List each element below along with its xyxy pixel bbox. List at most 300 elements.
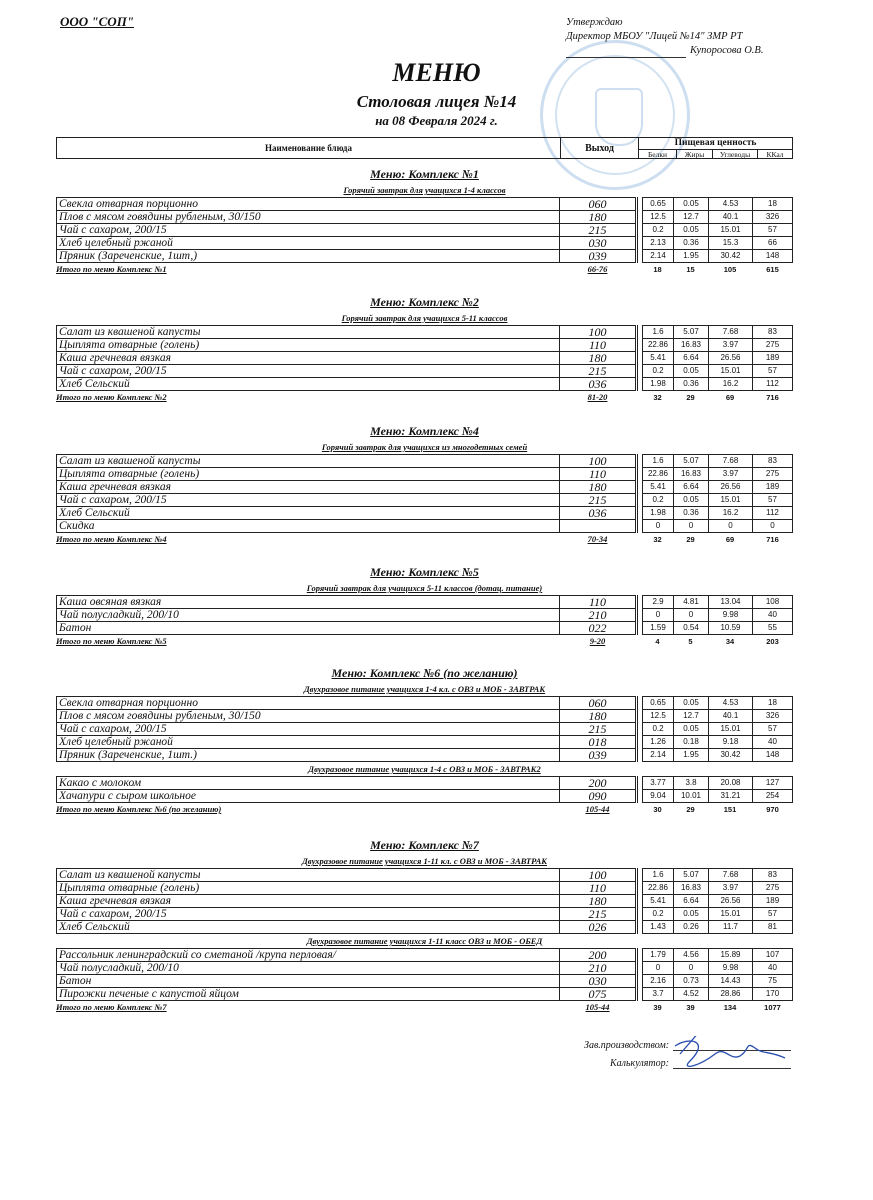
dish-carbs: 3.97 <box>709 882 753 895</box>
table-row <box>57 869 793 882</box>
total-price: 70-34 <box>587 534 608 544</box>
dish-name: Чай с сахаром, 200/15 <box>57 723 560 736</box>
dish-kcal: 189 <box>753 481 793 494</box>
total-carbs: 105 <box>723 265 737 274</box>
dish-fats: 16.83 <box>674 468 709 481</box>
dish-fats: 0.36 <box>674 378 709 391</box>
total-kcal: 716 <box>766 393 779 402</box>
dish-carbs: 26.56 <box>709 352 753 365</box>
dish-carbs: 13.04 <box>709 596 753 609</box>
dish-carbs: 26.56 <box>709 895 753 908</box>
dish-carbs: 14.43 <box>709 975 753 988</box>
dish-output: 215 <box>560 494 637 507</box>
dish-kcal: 148 <box>753 250 793 263</box>
total-carbs: 34 <box>725 637 735 646</box>
group-subtitle: Горячий завтрак для учащихся 1-4 классов <box>343 185 506 195</box>
total-kcal: 1077 <box>764 1003 781 1012</box>
dish-output: 110 <box>560 468 637 481</box>
dish-proteins: 1.79 <box>643 949 674 962</box>
dish-kcal: 75 <box>753 975 793 988</box>
dish-fats: 0.05 <box>674 198 709 211</box>
dish-carbs: 15.01 <box>709 723 753 736</box>
dish-table <box>56 948 793 1001</box>
dish-kcal: 83 <box>753 326 793 339</box>
dish-fats: 0 <box>674 520 709 533</box>
dish-kcal: 275 <box>753 468 793 481</box>
dish-name: Чай полусладкий, 200/10 <box>57 609 560 622</box>
dish-kcal: 148 <box>753 749 793 762</box>
dish-fats: 0.05 <box>674 908 709 921</box>
page-title: МЕНЮ <box>392 58 481 87</box>
total-label: Итого по меню Комплекс №7 <box>56 1002 167 1012</box>
dish-fats: 0 <box>674 962 709 975</box>
section-title: Меню: Комплекс №5 <box>370 565 479 579</box>
table-row <box>57 736 793 749</box>
total-carbs: 151 <box>723 805 737 814</box>
organization-name: ООО "СОП" <box>60 14 135 29</box>
total-carbs: 69 <box>725 393 735 402</box>
dish-fats: 12.7 <box>674 211 709 224</box>
dish-output: 110 <box>560 596 637 609</box>
dish-kcal: 189 <box>753 352 793 365</box>
dish-carbs: 30.42 <box>709 749 753 762</box>
dish-fats: 3.8 <box>674 777 709 790</box>
total-label: Итого по меню Комплекс №2 <box>56 392 167 402</box>
dish-carbs: 9.18 <box>709 736 753 749</box>
dish-table <box>56 776 793 803</box>
total-label: Итого по меню Комплекс №1 <box>56 264 167 274</box>
total-price: 81-20 <box>587 392 608 402</box>
dish-fats: 12.7 <box>674 710 709 723</box>
dish-name: Каша гречневая вязкая <box>57 352 560 365</box>
dish-carbs: 3.97 <box>709 339 753 352</box>
dish-kcal: 18 <box>753 198 793 211</box>
dish-output: 110 <box>560 882 637 895</box>
dish-fats: 0.05 <box>674 494 709 507</box>
dish-output: 039 <box>560 749 637 762</box>
dish-name: Каша гречневая вязкая <box>57 895 560 908</box>
dish-kcal: 55 <box>753 622 793 635</box>
total-kcal: 203 <box>766 637 779 646</box>
dish-kcal: 170 <box>753 988 793 1001</box>
section-title: Меню: Комплекс №4 <box>370 424 479 438</box>
table-row <box>57 975 793 988</box>
header-fats: Жиры <box>677 150 713 159</box>
table-row <box>57 882 793 895</box>
dish-kcal: 18 <box>753 697 793 710</box>
dish-kcal: 254 <box>753 790 793 803</box>
dish-carbs: 40.1 <box>709 710 753 723</box>
dish-carbs: 16.2 <box>709 378 753 391</box>
dish-carbs: 7.68 <box>709 326 753 339</box>
dish-fats: 0.05 <box>674 224 709 237</box>
dish-output: 215 <box>560 224 637 237</box>
dish-proteins: 0 <box>643 520 674 533</box>
dish-carbs: 10.59 <box>709 622 753 635</box>
dish-proteins: 12.5 <box>643 710 674 723</box>
dish-fats: 0.18 <box>674 736 709 749</box>
section-total <box>56 635 793 648</box>
dish-carbs: 4.53 <box>709 697 753 710</box>
group-subtitle: Горячий завтрак для учащихся из многодетных семей <box>321 442 528 452</box>
total-kcal: 716 <box>766 535 779 544</box>
dish-name: Рассольник ленинградский со сметаной /крупа перловая/ <box>57 949 560 962</box>
dish-output: 026 <box>560 921 637 934</box>
total-price: 66-76 <box>587 264 608 274</box>
dish-name: Плов с мясом говядины рубленым, 30/150 <box>57 211 560 224</box>
production-head-label: Зав.производством: <box>584 1040 670 1051</box>
dish-output: 180 <box>560 211 637 224</box>
table-row <box>57 198 793 211</box>
dish-kcal: 83 <box>753 455 793 468</box>
dish-proteins: 12.5 <box>643 211 674 224</box>
dish-output: 018 <box>560 736 637 749</box>
menu-section <box>56 563 793 648</box>
dish-fats: 4.56 <box>674 949 709 962</box>
section-total <box>56 263 793 276</box>
dish-name: Хлеб целебный ржаной <box>57 736 560 749</box>
total-label: Итого по меню Комплекс №6 (по желанию) <box>56 804 222 814</box>
total-price: 9-20 <box>589 636 606 646</box>
dish-output: 210 <box>560 609 637 622</box>
menu-section <box>56 664 793 816</box>
dish-kcal: 326 <box>753 710 793 723</box>
dish-carbs: 9.98 <box>709 609 753 622</box>
dish-table <box>56 197 793 263</box>
table-row <box>57 908 793 921</box>
total-fats: 29 <box>686 535 695 544</box>
table-row <box>57 378 793 391</box>
header-kcal: ККал <box>766 150 784 159</box>
dish-proteins: 0.2 <box>643 723 674 736</box>
dish-proteins: 2.14 <box>643 250 674 263</box>
dish-output: 100 <box>560 869 637 882</box>
dish-output: 200 <box>560 949 637 962</box>
group-subtitle: Двухразовое питание учащихся 1-11 кл. с ОВЗ и МОБ - ЗАВТРАК <box>301 856 548 866</box>
dish-proteins: 2.9 <box>643 596 674 609</box>
dish-name: Пряник (Зареченские, 1шт,) <box>57 250 560 263</box>
dish-proteins: 0.2 <box>643 365 674 378</box>
dish-output: 060 <box>560 697 637 710</box>
dish-output: 039 <box>560 250 637 263</box>
dish-carbs: 0 <box>709 520 753 533</box>
table-row <box>57 777 793 790</box>
dish-kcal: 66 <box>753 237 793 250</box>
dish-name: Хлеб Сельский <box>57 921 560 934</box>
table-row <box>57 895 793 908</box>
dish-carbs: 31.21 <box>709 790 753 803</box>
dish-fats: 1.95 <box>674 749 709 762</box>
dish-fats: 0.73 <box>674 975 709 988</box>
group-subtitle: Горячий завтрак для учащихся 5-11 классов (дотац. питание) <box>306 583 543 593</box>
dish-carbs: 15.89 <box>709 949 753 962</box>
group-subtitle: Двухразовое питание учащихся 1-4 с ОВЗ и МОБ - ЗАВТРАК2 <box>308 764 541 774</box>
dish-fats: 0.05 <box>674 723 709 736</box>
dish-proteins: 3.7 <box>643 988 674 1001</box>
dish-kcal: 83 <box>753 869 793 882</box>
dish-name: Цыплята отварные (голень) <box>57 339 560 352</box>
table-row <box>57 507 793 520</box>
header-nutrition: Пищевая ценность <box>639 138 792 150</box>
dish-proteins: 5.41 <box>643 481 674 494</box>
dish-output: 100 <box>560 326 637 339</box>
dish-kcal: 127 <box>753 777 793 790</box>
dish-output: 215 <box>560 908 637 921</box>
dish-output: 075 <box>560 988 637 1001</box>
section-title: Меню: Комплекс №6 (по желанию) <box>331 666 518 680</box>
dish-carbs: 40.1 <box>709 211 753 224</box>
dish-kcal: 326 <box>753 211 793 224</box>
total-price: 105-44 <box>585 1002 610 1012</box>
dish-name: Чай с сахаром, 200/15 <box>57 224 560 237</box>
dish-carbs: 15.01 <box>709 224 753 237</box>
group-subtitle: Горячий завтрак для учащихся 5-11 классов <box>341 313 508 323</box>
dish-fats: 0 <box>674 609 709 622</box>
dish-carbs: 15.3 <box>709 237 753 250</box>
dish-proteins: 3.77 <box>643 777 674 790</box>
dish-name: Батон <box>57 622 560 635</box>
dish-output: 030 <box>560 975 637 988</box>
dish-proteins: 1.43 <box>643 921 674 934</box>
header-output: Выход <box>561 138 639 158</box>
dish-kcal: 57 <box>753 224 793 237</box>
dish-name: Каша овсяная вязкая <box>57 596 560 609</box>
dish-fats: 6.64 <box>674 481 709 494</box>
dish-name: Плов с мясом говядины рубленым, 30/150 <box>57 710 560 723</box>
dish-carbs: 7.68 <box>709 869 753 882</box>
dish-output: 180 <box>560 481 637 494</box>
dish-output: 180 <box>560 710 637 723</box>
dish-proteins: 2.14 <box>643 749 674 762</box>
section-total <box>56 1001 793 1014</box>
dish-kcal: 81 <box>753 921 793 934</box>
total-proteins: 4 <box>655 637 660 646</box>
menu-section <box>56 293 793 404</box>
dish-output: 180 <box>560 895 637 908</box>
dish-kcal: 107 <box>753 949 793 962</box>
total-proteins: 32 <box>653 535 662 544</box>
dish-fats: 6.64 <box>674 895 709 908</box>
section-total <box>56 803 793 816</box>
dish-kcal: 275 <box>753 339 793 352</box>
dish-fats: 0.05 <box>674 365 709 378</box>
table-row <box>57 790 793 803</box>
dish-output: 030 <box>560 237 637 250</box>
dish-name: Какао с молоком <box>57 777 560 790</box>
table-row <box>57 609 793 622</box>
table-header <box>56 137 793 159</box>
dish-fats: 0.36 <box>674 507 709 520</box>
table-row <box>57 494 793 507</box>
dish-name: Свекла отварная порционно <box>57 697 560 710</box>
dish-output: 022 <box>560 622 637 635</box>
dish-fats: 0.05 <box>674 697 709 710</box>
dish-proteins: 22.86 <box>643 468 674 481</box>
dish-fats: 5.07 <box>674 455 709 468</box>
dish-kcal: 40 <box>753 609 793 622</box>
dish-kcal: 275 <box>753 882 793 895</box>
dish-name: Батон <box>57 975 560 988</box>
table-row <box>57 326 793 339</box>
table-row <box>57 237 793 250</box>
dish-proteins: 0.2 <box>643 224 674 237</box>
dish-name: Каша гречневая вязкая <box>57 481 560 494</box>
dish-proteins: 1.98 <box>643 507 674 520</box>
table-row <box>57 962 793 975</box>
page-subtitle: Столовая лицея №14 <box>356 92 517 111</box>
dish-fats: 16.83 <box>674 339 709 352</box>
dish-proteins: 9.04 <box>643 790 674 803</box>
dish-table <box>56 696 793 762</box>
dish-carbs: 16.2 <box>709 507 753 520</box>
table-row <box>57 339 793 352</box>
dish-fats: 1.95 <box>674 250 709 263</box>
dish-proteins: 1.26 <box>643 736 674 749</box>
dish-kcal: 108 <box>753 596 793 609</box>
total-label: Итого по меню Комплекс №5 <box>56 636 167 646</box>
dish-output: 215 <box>560 723 637 736</box>
dish-proteins: 5.41 <box>643 352 674 365</box>
dish-output: 036 <box>560 507 637 520</box>
dish-fats: 16.83 <box>674 882 709 895</box>
total-kcal: 970 <box>766 805 779 814</box>
dish-proteins: 22.86 <box>643 339 674 352</box>
approval-signatory: Купоросова О.В. <box>690 45 764 56</box>
dish-name: Хлеб целебный ржаной <box>57 237 560 250</box>
dish-name: Хлеб Сельский <box>57 507 560 520</box>
dish-output <box>560 520 637 533</box>
dish-name: Скидка <box>57 520 560 533</box>
dish-output: 090 <box>560 790 637 803</box>
dish-table <box>56 454 793 533</box>
table-row <box>57 224 793 237</box>
dish-kcal: 57 <box>753 365 793 378</box>
dish-name: Салат из квашеной капусты <box>57 326 560 339</box>
dish-kcal: 40 <box>753 736 793 749</box>
table-row <box>57 723 793 736</box>
dish-proteins: 1.98 <box>643 378 674 391</box>
table-row <box>57 250 793 263</box>
table-row <box>57 921 793 934</box>
dish-output: 060 <box>560 198 637 211</box>
dish-proteins: 0 <box>643 962 674 975</box>
dish-kcal: 112 <box>753 378 793 391</box>
dish-fats: 0.36 <box>674 237 709 250</box>
total-fats: 5 <box>688 637 693 646</box>
dish-fats: 0.54 <box>674 622 709 635</box>
table-row <box>57 481 793 494</box>
dish-proteins: 1.6 <box>643 869 674 882</box>
dish-carbs: 26.56 <box>709 481 753 494</box>
dish-carbs: 30.42 <box>709 250 753 263</box>
handwritten-signature-icon <box>670 1036 790 1076</box>
menu-date: на 08 Февраля 2024 г. <box>375 113 498 128</box>
group-subtitle: Двухразовое питание учащихся 1-11 класс ОВЗ и МОБ - ОБЕД <box>306 936 543 946</box>
total-label: Итого по меню Комплекс №4 <box>56 534 167 544</box>
menu-section <box>56 165 793 276</box>
section-title: Меню: Комплекс №7 <box>370 838 479 852</box>
table-row <box>57 468 793 481</box>
table-row <box>57 622 793 635</box>
menu-section <box>56 836 793 1014</box>
dish-kcal: 57 <box>753 494 793 507</box>
dish-table <box>56 868 793 934</box>
dish-proteins: 1.6 <box>643 326 674 339</box>
dish-kcal: 57 <box>753 908 793 921</box>
dish-name: Свекла отварная порционно <box>57 198 560 211</box>
table-row <box>57 697 793 710</box>
dish-name: Цыплята отварные (голень) <box>57 882 560 895</box>
dish-fats: 4.81 <box>674 596 709 609</box>
dish-carbs: 15.01 <box>709 365 753 378</box>
header-proteins: Белки <box>639 150 677 159</box>
dish-name: Пирожки печеные с капустой яйцом <box>57 988 560 1001</box>
dish-name: Чай с сахаром, 200/15 <box>57 494 560 507</box>
dish-name: Хлеб Сельский <box>57 378 560 391</box>
dish-carbs: 11.7 <box>709 921 753 934</box>
dish-carbs: 9.98 <box>709 962 753 975</box>
dish-kcal: 40 <box>753 962 793 975</box>
dish-name: Хачапури с сыром школьное <box>57 790 560 803</box>
total-proteins: 30 <box>653 805 662 814</box>
dish-name: Салат из квашеной капусты <box>57 455 560 468</box>
dish-carbs: 3.97 <box>709 468 753 481</box>
table-row <box>57 520 793 533</box>
total-carbs: 134 <box>723 1003 737 1012</box>
dish-proteins: 0.65 <box>643 697 674 710</box>
total-fats: 39 <box>686 1003 695 1012</box>
total-fats: 29 <box>686 805 695 814</box>
dish-name: Цыплята отварные (голень) <box>57 468 560 481</box>
dish-table <box>56 595 793 635</box>
total-proteins: 39 <box>653 1003 662 1012</box>
table-row <box>57 211 793 224</box>
dish-fats: 0.26 <box>674 921 709 934</box>
dish-output: 110 <box>560 339 637 352</box>
dish-name: Чай с сахаром, 200/15 <box>57 365 560 378</box>
table-row <box>57 749 793 762</box>
dish-output: 215 <box>560 365 637 378</box>
dish-kcal: 57 <box>753 723 793 736</box>
dish-output: 100 <box>560 455 637 468</box>
header-dish-name: Наименование блюда <box>57 138 561 158</box>
table-row <box>57 352 793 365</box>
dish-name: Салат из квашеной капусты <box>57 869 560 882</box>
dish-proteins: 1.6 <box>643 455 674 468</box>
menu-section <box>56 422 793 546</box>
dish-output: 180 <box>560 352 637 365</box>
dish-carbs: 20.08 <box>709 777 753 790</box>
dish-output: 200 <box>560 777 637 790</box>
dish-carbs: 7.68 <box>709 455 753 468</box>
dish-kcal: 112 <box>753 507 793 520</box>
dish-proteins: 1.59 <box>643 622 674 635</box>
dish-name: Чай с сахаром, 200/15 <box>57 908 560 921</box>
dish-carbs: 15.01 <box>709 908 753 921</box>
dish-name: Пряник (Зареченские, 1шт.) <box>57 749 560 762</box>
dish-carbs: 15.01 <box>709 494 753 507</box>
table-row <box>57 455 793 468</box>
dish-fats: 5.07 <box>674 869 709 882</box>
dish-proteins: 5.41 <box>643 895 674 908</box>
approval-block <box>566 16 763 58</box>
total-carbs: 69 <box>725 535 735 544</box>
table-row <box>57 365 793 378</box>
table-row <box>57 949 793 962</box>
section-total <box>56 391 793 404</box>
total-price: 105-44 <box>585 804 610 814</box>
dish-name: Чай полусладкий, 200/10 <box>57 962 560 975</box>
